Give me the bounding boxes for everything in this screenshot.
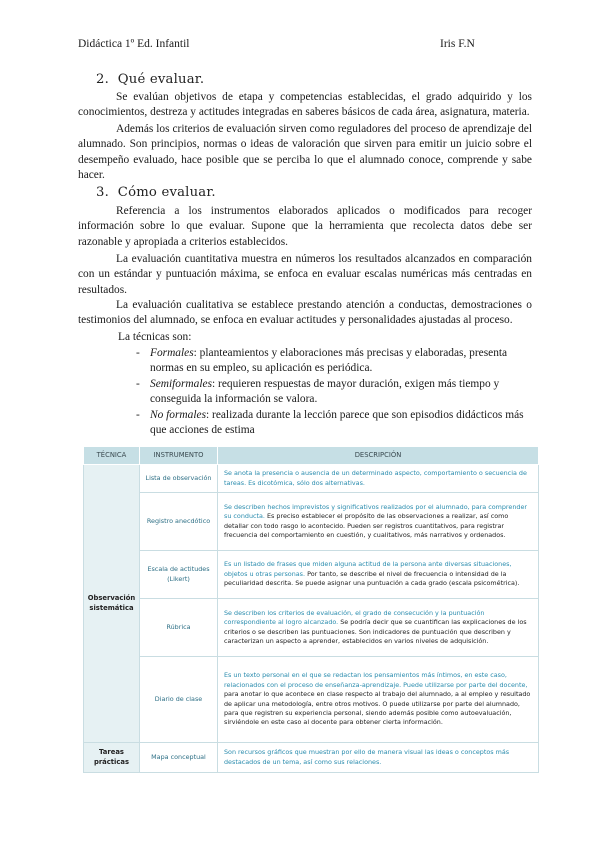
instrument-cell: Lista de observación	[140, 465, 218, 493]
table-row	[84, 657, 539, 743]
description-cell: Se describen hechos imprevistos y significativos realizados por el alumnado, para comprender su conducta. Es preciso establecer el propósito de las observaciones a realizar, así como detallar con todo rasgo lo acontecido. Pueden ser registros cuantitativos, para registrar frecuencia del comportamiento en cuestión, y cualitativos, más narrativos y ordenados.	[218, 493, 539, 551]
technique-cell: Tareas prácticas	[84, 743, 140, 773]
paragraph: Referencia a los instrumentos elaborados aplicados o modificados para recoger información sobre lo que evaluar. Supone que la herramienta que recolecta datos debe ser razonable y apropiada a criterios establecidos.	[78, 205, 532, 248]
paragraph: La evaluación cuantitativa muestra en números los resultados alcanzados en comparación con un estándar y puntuación máxima, se enfoca en evaluar escalas numéricas más centradas en resultados.	[78, 253, 532, 296]
paragraph: Se evalúan objetivos de etapa y competencias establecidas, el grado adquirido y los conocimientos, destreza y actitudes integradas en saberes básicos de cada área, asignatura, materia.	[78, 91, 532, 119]
header-instrumento: INSTRUMENTO	[140, 447, 218, 465]
description-cell: Es un listado de frases que miden alguna actitud de la persona ante diversas situaciones, objetos u otras personas. Por tanto, se describe el nivel de frecuencia o intensidad de la peculiaridad descrita. Se puede asignar una puntuación a cada grado (escala psicométrica).	[218, 551, 539, 599]
section-heading-como-evaluar: 3. Cómo evaluar.	[96, 185, 216, 200]
description-cell: Se describen los criterios de evaluación, el grado de consecución y la puntuación correspondiente al logro alcanzado. Se podría decir que se cuantifican las explicaciones de los criterios o se describen las puntuaciones. Son indicadores de puntuación que describen y caracterizan un aspecto a aprender, establecidos en varios niveles de adquisición.	[218, 599, 539, 657]
table-row	[84, 493, 539, 551]
description-cell: Se anota la presencia o ausencia de un determinado aspecto, comportamiento o secuencia de tareas. Es dicotómica, sólo dos alternativas.	[218, 465, 539, 493]
table-row	[84, 551, 539, 599]
instrument-cell: Escala de actitudes (Likert)	[140, 551, 218, 599]
instrument-cell: Registro anecdótico	[140, 493, 218, 551]
description-cell: Son recursos gráficos que muestran por ello de manera visual las ideas o conceptos más destacados de un tema, así como sus relaciones.	[218, 743, 539, 773]
instrument-cell: Rúbrica	[140, 599, 218, 657]
description-cell: Es un texto personal en el que se redactan los pensamientos más íntimos, en este caso, relacionados con el proceso de enseñanza-aprendizaje. Puede utilizarse por parte del docente, para anotar lo que acontece en clase respecto al trabajo del alumnado, a al empleo y resultado de aplicar una metodología, entre otros motivos. O puede utilizarse por parte del alumnado, para que registren su experiencia personal, siendo además posible como autoevaluación, sirviéndole en este caso al docente para obtener cierta información.	[218, 657, 539, 743]
list-item: - Formales: planteamientos y elaboraciones más precisas y elaboradas, presenta normas en su empleo, su aplicación es periódica.	[136, 347, 508, 375]
table-header-row	[84, 447, 539, 465]
paragraph: La evaluación cualitativa se establece prestando atención a conductas, demostraciones o testimonios del alumnado, se enfoca en evaluar actitudes y personalidades ajustadas al proceso.	[78, 299, 532, 327]
header-right: Iris F.N	[440, 38, 475, 50]
table-row	[84, 743, 539, 773]
techniques-list	[122, 346, 534, 438]
table-row	[84, 465, 539, 493]
list-item: - No formales: realizada durante la lección parece que son episodios didácticos más que acciones de estima	[136, 408, 524, 437]
section-heading-que-evaluar: 2. Qué evaluar.	[96, 72, 205, 87]
header-tecnica: TÉCNICA	[84, 447, 140, 465]
header-descripcion: DESCRIPCIÓN	[218, 447, 539, 465]
header-left: Didáctica 1º Ed. Infantil	[78, 38, 190, 50]
list-item: - Semiformales: requieren respuestas de mayor duración, exigen más tiempo y conseguida la información se valora.	[136, 377, 500, 406]
instrument-cell: Diario de clase	[140, 657, 218, 743]
table-row	[84, 599, 539, 657]
techniques-intro: La técnicas son:	[118, 331, 192, 343]
technique-cell: Observación sistemática	[84, 465, 140, 743]
instrument-cell: Mapa conceptual	[140, 743, 218, 773]
evaluation-table	[83, 446, 539, 773]
paragraph: Además los criterios de evaluación sirven como reguladores del proceso de aprendizaje del alumnado. Son principios, normas o ideas de valoración que sirven para emitir un juicio sobre el desempeño evaluado, hace posible que se perciba lo que el alumnado conoce, comprende y sabe hacer.	[78, 123, 532, 182]
